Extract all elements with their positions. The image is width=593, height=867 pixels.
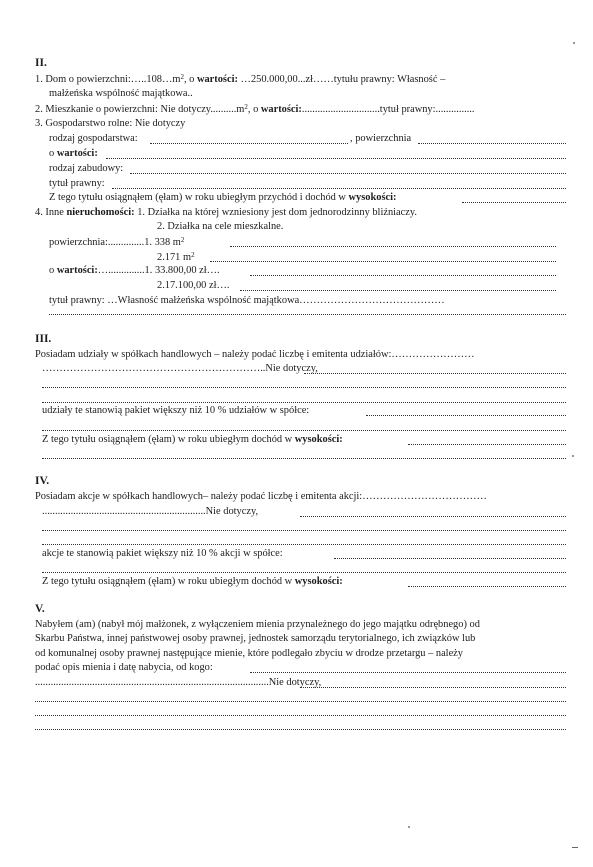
farm-income-dots xyxy=(462,202,566,203)
section-v-heading: V. xyxy=(35,603,45,615)
section-iii-heading: III. xyxy=(35,333,52,345)
farm-line: 3. Gospodarstwo rolne: Nie dotyczy xyxy=(35,118,186,129)
acquired-line-2: Skarbu Państwa, innej państwowej osoby prawnej, jednostek samorządu terytorialnego, ich związków lub xyxy=(35,633,476,644)
stocks-dots-3 xyxy=(42,572,566,573)
acquired-answer: ..........................................................................................Nie dotyczy, xyxy=(35,677,322,688)
acquired-dots-1 xyxy=(35,701,566,702)
section-ii-heading: II. xyxy=(35,57,47,69)
stocks-income-dots xyxy=(408,586,566,587)
shares-income-dots xyxy=(408,444,566,445)
other-area-1: powierzchnia:..............1. 338 $m^2$ xyxy=(49,236,185,248)
acquired-dots-2 xyxy=(35,715,566,716)
section-iv-heading: IV. xyxy=(35,475,50,487)
other-property-plot2: 2. Działka na cele mieszkalne. xyxy=(157,221,284,232)
stocks-dots-2 xyxy=(42,544,566,545)
acquired-line-4: podać opis mienia i datę nabycia, od kogo: xyxy=(35,662,213,673)
house-line-cont: małżeńska wspólność majątkowa.. xyxy=(49,88,193,99)
other-property-line: 4. Inne nieruchomości: 1. Działka na której wzniesiony jest dom jednorodzinny bliźniaczy. xyxy=(35,207,417,218)
other-value-2-dots xyxy=(240,290,556,291)
farm-value-label: o wartości: xyxy=(49,148,98,159)
stocks-answer-dots xyxy=(300,516,566,517)
farm-area-dots xyxy=(418,143,566,144)
other-title-line: tytuł prawny: …Własność małżeńska wspólność majątkowa…………………………………… xyxy=(49,295,445,306)
flat-line: 2. Mieszkanie o powierzchni: Nie $dotyczy..........m^2$, o wartości:..............................tytuł prawny:............... xyxy=(35,103,475,115)
shares-packet-dots xyxy=(366,415,566,416)
stocks-packet-label: akcje te stanowią pakiet większy niż 10 % akcji w spółce: xyxy=(42,548,283,559)
scan-speck xyxy=(572,455,574,457)
other-value-2: 2.17.100,00 zł…. xyxy=(157,280,230,291)
other-area-2: 2.171 $m^2$ xyxy=(157,251,195,263)
farm-building-dots xyxy=(130,173,566,174)
acquired-line-3: od komunalnej osoby prawnej następujące mienie, które podlegało zbyciu w drodze przetargu – należy xyxy=(35,648,463,659)
other-area-1-dots xyxy=(230,246,556,247)
shares-dots-4 xyxy=(42,458,566,459)
farm-title-label: tytuł prawny: xyxy=(49,178,105,189)
scan-speck xyxy=(573,42,575,44)
farm-building-label: rodzaj zabudowy: xyxy=(49,163,124,174)
other-value-1: o wartości:…..............1. 33.800,00 zł…. xyxy=(49,265,220,276)
acquired-answer-dots xyxy=(300,687,566,688)
other-title-end-dots xyxy=(49,314,566,315)
stocks-packet-dots xyxy=(334,558,566,559)
scan-mark xyxy=(572,847,578,848)
farm-income-label: Z tego tytułu osiągnąłem (ęłam) w roku ubiegłym przychód i dochód w wysokości: xyxy=(49,192,397,203)
shares-answer-dots xyxy=(304,373,566,374)
stocks-question: Posiadam akcje w spółkach handlowych– należy podać liczbę i emitenta akcji:……………………………… xyxy=(35,491,487,502)
acquired-dots-3 xyxy=(35,729,566,730)
stocks-dots-1 xyxy=(42,530,566,531)
shares-question: Posiadam udziały w spółkach handlowych – należy podać liczbę i emitenta udziałów:…………………… xyxy=(35,349,475,360)
shares-packet-label: udziały te stanowią pakiet większy niż 10 % udziałów w spółce: xyxy=(42,405,310,416)
farm-value-dots xyxy=(106,158,566,159)
stocks-answer: ...............................................................Nie dotyczy, xyxy=(42,506,259,517)
shares-dots-2 xyxy=(42,402,566,403)
scan-speck xyxy=(408,826,410,828)
stocks-income-label: Z tego tytułu osiągnąłem (ęłam) w roku ubiegłym dochód w wysokości: xyxy=(42,576,343,587)
farm-type-dots xyxy=(150,143,348,144)
farm-title-dots xyxy=(112,188,566,189)
acquired-line-4-dots xyxy=(250,672,566,673)
farm-area-label: , powierzchnia xyxy=(350,133,412,144)
farm-type-label: rodzaj gospodarstwa: xyxy=(49,133,138,144)
shares-dots-1 xyxy=(42,387,566,388)
shares-dots-3 xyxy=(42,430,566,431)
house-line: 1. Dom o $powierzchni:\dots..108\dots m^2$, o wartości: …250.000,00...zł……tytułu prawny: Własność – xyxy=(35,73,446,85)
other-area-2-dots xyxy=(210,261,556,262)
shares-answer: ………………………………………………………..Nie dotyczy, xyxy=(42,363,318,374)
shares-income-label: Z tego tytułu osiągnąłem (ęłam) w roku ubiegłym dochód w wysokości: xyxy=(42,434,343,445)
acquired-line-1: Nabyłem (am) (nabył mój małżonek, z wyłączeniem mienia przynależnego do jego majątku odrębnego) od xyxy=(35,619,480,630)
other-value-1-dots xyxy=(250,275,556,276)
